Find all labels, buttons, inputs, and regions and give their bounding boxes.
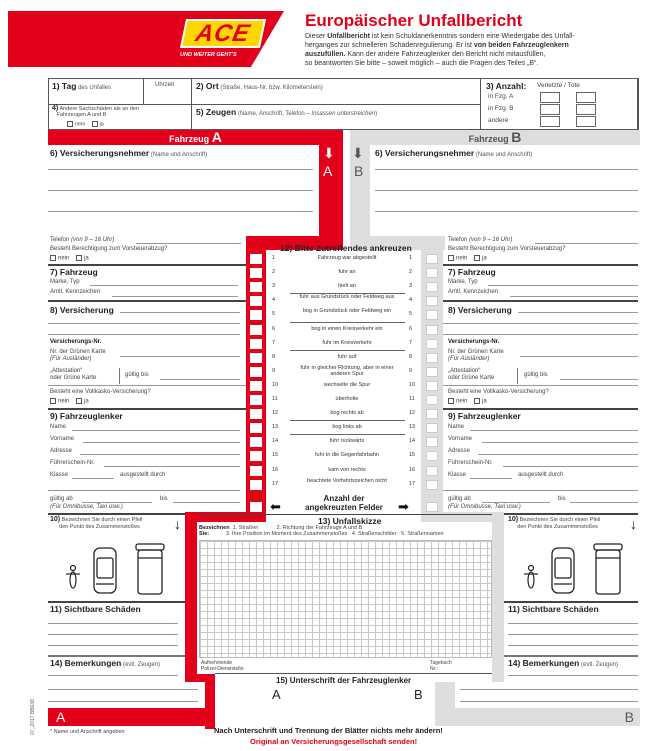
a-driver-license[interactable]: Führerschein-Nr. xyxy=(50,460,95,466)
b-full-cover-question: Besteht eine Vollkasko-Versicherung? xyxy=(448,389,549,395)
police-station[interactable]: Aufnehmende Polizei-Dienststelle: xyxy=(201,660,245,672)
form-code: 07_2017 BB638 xyxy=(30,699,36,735)
circumstance-number-b: 4 xyxy=(409,297,413,304)
circumstance-label: kam von rechts xyxy=(328,466,366,473)
circumstance-label: hielt an xyxy=(338,283,356,290)
band-b: B xyxy=(435,708,640,726)
b-circumstance-checkbox[interactable] xyxy=(426,466,438,476)
injured-b-input[interactable] xyxy=(540,104,560,115)
vehicle-b-arrow-letter: B xyxy=(354,163,364,179)
dead-b-input[interactable] xyxy=(576,104,596,115)
vehicle-a-arrow-letter: A xyxy=(323,163,333,179)
b-vehicle-icons[interactable] xyxy=(518,540,628,600)
b-impact-arrow-icon: ↓ xyxy=(630,516,637,532)
a-attestation: „Attestation“ oder Grüne Karte xyxy=(50,368,97,381)
count-row-b: in Fzg. B xyxy=(488,105,514,112)
circumstance-label: bog in einen Kreisverkehr ein xyxy=(311,325,383,332)
a-circumstance-checkbox[interactable] xyxy=(250,282,262,292)
motorcycle-icon xyxy=(524,566,538,589)
dead-other-input[interactable] xyxy=(576,116,596,127)
b-driver-license[interactable]: Führerschein-Nr. xyxy=(448,460,493,466)
circumstance-label: fuhr an xyxy=(338,269,356,276)
a-phone[interactable]: Telefon (von 9 – 16 Uhr) xyxy=(50,237,115,243)
log-number[interactable]: Tagebuch Nr.: xyxy=(430,660,452,672)
b-valid-until[interactable]: gültig bis xyxy=(524,372,548,378)
car-icon xyxy=(94,548,116,593)
circumstance-number-a: 5 xyxy=(272,311,276,318)
b-bus-note: (Für Omnibusse, Taxi usw.) xyxy=(448,504,521,510)
b-full-cover-no-checkbox[interactable] xyxy=(448,398,454,404)
field-1-time[interactable]: Uhrzeit xyxy=(155,82,175,88)
circumstance-number-a: 14 xyxy=(272,438,279,445)
b-field-14-remarks[interactable]: 14) Bemerkungen (evtl. Zeugen) xyxy=(508,658,619,668)
a-full-cover-yes-checkbox[interactable] xyxy=(76,398,82,404)
vehicle-a-header: Fahrzeug A xyxy=(48,130,343,145)
injured-a-input[interactable] xyxy=(540,92,560,103)
a-valid-from[interactable]: gültig ab xyxy=(50,496,73,502)
field-1-date[interactable]: 1) Tag des Unfalles xyxy=(52,81,112,91)
circumstance-label: fuhr in gleicher Richtung, aber in einer anderen Spur xyxy=(300,364,394,377)
field-3-count: 3) Anzahl: xyxy=(486,81,527,91)
circumstance-label: beachtete Vorfahrtszeichen nicht xyxy=(307,477,387,484)
a-policy-number[interactable]: Versicherungs-Nr. xyxy=(50,339,102,345)
b-circumstance-checkbox[interactable] xyxy=(426,353,438,363)
b-circumstance-checkbox[interactable] xyxy=(426,480,438,490)
b-phone[interactable]: Telefon (von 9 – 16 Uhr) xyxy=(448,237,513,243)
circumstance-label: fuhr aus Grundstück oder Feldweg aus xyxy=(299,294,395,301)
intro-text: Dieser Unfallbericht ist kein Schuldanerkenntnis sondern eine Wiedergabe des Unfall- herganges zur schnelleren Schadenregulierung. Er ist von beiden Fahrzeuglenkern auszufüllen. Kann der andere Fahrzeuglenker den Bericht nicht mitausfüllen, so beantworten Sie bitte – soweit möglich – auch die Fragen des Teiles „B“. xyxy=(305,33,575,67)
a-brand[interactable]: Marke, Typ xyxy=(50,279,80,285)
a-full-cover-options[interactable]: nein ja xyxy=(50,398,89,405)
circumstance-number-b: 5 xyxy=(409,311,413,318)
b-circumstance-checkbox[interactable] xyxy=(426,451,438,461)
a-full-cover-no-checkbox[interactable] xyxy=(50,398,56,404)
a-field-14-remarks[interactable]: 14) Bemerkungen (evtl. Zeugen) xyxy=(50,658,161,668)
ace-logo-text: ACE xyxy=(193,19,253,47)
circumstance-number-b: 7 xyxy=(409,339,413,346)
a-field-11-damage: 11) Sichtbare Schäden xyxy=(50,604,141,614)
injured-other-input[interactable] xyxy=(540,116,560,127)
circumstance-number-b: 8 xyxy=(409,353,413,360)
b-field-9-driver: 9) Fahrzeuglenker xyxy=(448,411,521,421)
b-driver-first-name[interactable]: Vorname xyxy=(448,436,473,442)
a-circumstance-checkbox[interactable] xyxy=(250,480,262,490)
a-vehicle-icons[interactable] xyxy=(60,540,170,600)
circumstance-number-a: 11 xyxy=(272,396,278,402)
b-brand[interactable]: Marke, Typ xyxy=(448,279,478,285)
circumstance-number-b: 2 xyxy=(409,269,413,276)
circumstance-divider xyxy=(290,350,405,351)
vehicle-b-arrow-icon: ⬇ xyxy=(352,145,364,161)
circumstance-number-b: 1 xyxy=(409,255,413,261)
a-circumstance-checkbox[interactable] xyxy=(250,296,262,306)
b-issued-by[interactable]: ausgestellt durch xyxy=(518,472,564,478)
a-issued-by[interactable]: ausgestellt durch xyxy=(120,472,166,478)
b-vat-question: Besteht Berechtigung zum Vorsteuerabzug? xyxy=(448,246,566,252)
circumstance-number-b: 6 xyxy=(409,325,413,332)
page-title: Europäischer Unfallbericht xyxy=(305,11,523,30)
a-valid-until[interactable]: gültig bis xyxy=(125,372,149,378)
a-driver-name[interactable]: Name xyxy=(50,424,67,430)
a-field-8-insurance: 8) Versicherung xyxy=(50,305,114,315)
b-valid-to[interactable]: bis xyxy=(558,496,566,502)
b-vat-yes-checkbox[interactable] xyxy=(474,255,480,261)
b-green-card[interactable]: Nr. der Grünen Karte (Für Ausländer) xyxy=(448,349,504,362)
injured-dead-label: Verletzte / Tote xyxy=(537,82,580,89)
a-plate[interactable]: Amtl. Kennzeichen xyxy=(50,289,101,295)
circumstance-label: fuhr auf xyxy=(337,353,357,360)
logo-slogan: UND WEITER GEHT'S xyxy=(180,52,237,58)
a-vat-question: Besteht Berechtigung zum Vorsteuerabzug? xyxy=(50,246,168,252)
b-policy-number[interactable]: Versicherungs-Nr. xyxy=(448,339,500,345)
b-field-7-vehicle: 7) Fahrzeug xyxy=(448,267,496,277)
b-circumstance-checkbox[interactable] xyxy=(426,367,438,377)
a-impact-arrow-icon: ↓ xyxy=(174,516,181,532)
truck-icon xyxy=(136,544,164,594)
signature-title: 15) Unterschrift der Fahrzeuglenker xyxy=(276,676,412,685)
b-circumstance-checkbox[interactable] xyxy=(426,254,438,264)
circumstance-divider xyxy=(290,322,405,323)
a-green-card[interactable]: Nr. der Grünen Karte (Für Ausländer) xyxy=(50,349,106,362)
circumstance-number-a: 16 xyxy=(272,466,279,473)
b-circumstance-checkbox[interactable] xyxy=(426,339,438,349)
b-circumstance-checkbox[interactable] xyxy=(426,325,438,335)
b-vat-no-checkbox[interactable] xyxy=(448,255,454,261)
a-circumstance-checkbox[interactable] xyxy=(250,367,262,377)
checkbox-yes[interactable] xyxy=(92,121,98,127)
b-field-6-policyholder[interactable]: 6) Versicherungsnehmer (Name und Anschrift) xyxy=(375,148,533,158)
a-vat-yes-checkbox[interactable] xyxy=(76,255,82,261)
ace-logo xyxy=(180,19,266,48)
circumstance-divider xyxy=(290,434,405,435)
a-circumstance-checkbox[interactable] xyxy=(250,381,262,391)
b-circumstance-checkbox[interactable] xyxy=(426,437,438,447)
circumstance-number-a: 15 xyxy=(272,452,279,459)
field-5-witnesses[interactable]: 5) Zeugen (Name, Anschrift, Telefon – Insassen unterstreichen) xyxy=(196,107,378,117)
warning-text: Nach Unterschrift und Trennung der Blätter nichts mehr ändern! xyxy=(214,726,443,735)
circumstance-number-a: 13 xyxy=(272,424,279,431)
circumstance-number-b: 10 xyxy=(409,381,416,388)
a-circumstance-checkbox[interactable] xyxy=(250,254,262,264)
sketch-instructions: Bezeichnen 1. Straßen 2. Richtung der Fahrzeuge A und B Sie: 3. Ihre Position im Moment des Zusammenstoßes 4. Straßenschilder 5. Straßennamen xyxy=(199,525,444,537)
a-vat-no-checkbox[interactable] xyxy=(50,255,56,261)
b-circumstance-checkbox[interactable] xyxy=(426,423,438,433)
motorcycle-icon xyxy=(66,566,80,589)
b-field-11-damage: 11) Sichtbare Schäden xyxy=(508,604,599,614)
circumstance-number-a: 6 xyxy=(272,325,276,332)
circumstance-number-a: 3 xyxy=(272,283,276,290)
car-icon xyxy=(552,548,574,593)
a-vat-options[interactable]: nein ja xyxy=(50,255,89,262)
count-row-other: andere xyxy=(488,117,509,124)
circumstance-number-a: 4 xyxy=(272,297,276,304)
circumstance-label: bog in Grundstück oder Feldweg ein xyxy=(302,308,392,315)
circumstance-number-a: 17 xyxy=(272,480,279,487)
circumstance-number-b: 17 xyxy=(409,480,416,487)
circumstances-title: 12) Bitte Zutreffendes ankreuzen xyxy=(280,243,412,253)
count-arrow-left-icon: ⬅ xyxy=(270,499,281,514)
count-row-a: in Fzg. A xyxy=(488,93,514,100)
b-circumstance-checkbox[interactable] xyxy=(426,381,438,391)
signature-a[interactable]: A xyxy=(272,687,281,702)
b-circumstance-checkbox[interactable] xyxy=(426,310,438,320)
b-field-8-insurance: 8) Versicherung xyxy=(448,305,512,315)
b-driver-address[interactable]: Adresse xyxy=(448,448,471,454)
circumstance-number-b: 16 xyxy=(409,466,416,473)
circumstance-divider xyxy=(290,420,405,421)
b-circumstance-checkbox[interactable] xyxy=(426,409,438,419)
a-bus-note: (Für Omnibusse, Taxi usw.) xyxy=(50,504,123,510)
circumstance-number-a: 7 xyxy=(272,339,276,346)
a-circumstance-checkbox[interactable] xyxy=(250,395,262,405)
b-full-cover-yes-checkbox[interactable] xyxy=(474,398,480,404)
sketch-grid[interactable] xyxy=(199,540,492,658)
circumstance-number-a: 12 xyxy=(272,410,279,417)
circumstance-label: wechselte die Spur xyxy=(323,381,371,388)
b-valid-from[interactable]: gültig ab xyxy=(448,496,471,502)
sketch-title: 13) Unfallskizze xyxy=(318,516,382,526)
a-circumstance-checkbox[interactable] xyxy=(250,325,262,335)
circumstance-number-b: 12 xyxy=(409,410,416,417)
circumstance-label: fuhr rückwärts xyxy=(329,438,365,445)
circumstance-number-a: 2 xyxy=(272,269,276,276)
a-driver-first-name[interactable]: Vorname xyxy=(50,436,75,442)
b-circumstance-checkbox[interactable] xyxy=(426,395,438,405)
checkbox-no[interactable] xyxy=(67,121,73,127)
count-arrow-right-icon: ➡ xyxy=(398,499,409,514)
b-circumstance-checkbox[interactable] xyxy=(426,296,438,306)
truck-icon xyxy=(594,544,622,594)
b-full-cover-options[interactable]: nein ja xyxy=(448,398,487,405)
signature-b[interactable]: B xyxy=(414,687,423,702)
footnote: * Name und Anschrift angeben xyxy=(50,729,125,735)
circumstance-number-b: 3 xyxy=(409,283,413,290)
a-circumstance-checkbox[interactable] xyxy=(250,437,262,447)
a-full-cover-question: Besteht eine Vollkasko-Versicherung? xyxy=(50,389,151,395)
a-circumstance-checkbox[interactable] xyxy=(250,268,262,278)
circumstance-label: überholte xyxy=(335,396,359,402)
a-field-6-policyholder[interactable]: 6) Versicherungsnehmer (Name und Anschrift) xyxy=(50,148,208,158)
circumstance-label: bog links ab xyxy=(332,424,362,431)
damage-options[interactable]: nein ja xyxy=(67,121,104,127)
b-driver-name[interactable]: Name xyxy=(448,424,465,430)
a-field-10-impact: 10) Bezeichnen Sie durch einen Pfeil den Punkt des Zusammenstoßes xyxy=(50,516,143,530)
b-circumstance-checkbox[interactable] xyxy=(426,282,438,292)
b-attestation: „Attestation“ oder Grüne Karte xyxy=(448,368,495,381)
count-label: Anzahl der angekreuzten Felder xyxy=(305,494,383,512)
circumstance-label: fuhr im Kreisverkehr xyxy=(322,339,372,346)
a-circumstance-checkbox[interactable] xyxy=(250,310,262,320)
a-driver-address[interactable]: Adresse xyxy=(50,448,73,454)
circumstance-number-b: 15 xyxy=(409,452,416,459)
dead-a-input[interactable] xyxy=(576,92,596,103)
circumstance-number-b: 9 xyxy=(409,367,413,374)
circumstance-number-a: 1 xyxy=(272,255,276,261)
a-circumstance-checkbox[interactable] xyxy=(250,409,262,419)
a-driver-class[interactable]: Klasse xyxy=(50,472,69,478)
a-circumstance-checkbox[interactable] xyxy=(250,339,262,349)
field-2-location[interactable]: 2) Ort (Straße, Haus-Nr. bzw. Kilometerstein) xyxy=(196,81,323,91)
circumstance-number-b: 13 xyxy=(409,424,416,431)
circumstance-number-b: 14 xyxy=(409,438,416,445)
vehicle-a-arrow-icon: ⬇ xyxy=(323,145,335,161)
a-field-7-vehicle: 7) Fahrzeug xyxy=(50,267,98,277)
circumstance-number-b: 11 xyxy=(409,396,415,402)
b-plate[interactable]: Amtl. Kennzeichen xyxy=(448,289,499,295)
b-driver-class[interactable]: Klasse xyxy=(448,472,467,478)
b-count-box[interactable] xyxy=(426,502,438,512)
circumstance-number-a: 9 xyxy=(272,367,276,374)
circumstance-label: Fahrzeug war abgestellt xyxy=(317,255,377,261)
circumstance-number-a: 8 xyxy=(272,353,276,360)
vehicle-b-header: Fahrzeug B xyxy=(350,130,640,145)
field-4-damage: 4) Andere Sachschäden als an den Fahrzeugen A und B xyxy=(52,105,139,118)
band-a: A xyxy=(48,708,215,726)
a-valid-to[interactable]: bis xyxy=(160,496,168,502)
circumstance-label: fuhr in die Gegenfahrbahn xyxy=(315,452,379,459)
b-vat-options[interactable]: nein ja xyxy=(448,255,487,262)
send-original-text: Original an Versicherungsgesellschaft senden! xyxy=(250,737,418,746)
a-circumstance-checkbox[interactable] xyxy=(250,353,262,363)
circumstance-label: bog rechts ab xyxy=(330,410,364,417)
a-field-9-driver: 9) Fahrzeuglenker xyxy=(50,411,123,421)
a-circumstance-checkbox[interactable] xyxy=(250,466,262,476)
a-count-box[interactable] xyxy=(250,502,262,512)
a-circumstance-checkbox[interactable] xyxy=(250,451,262,461)
b-field-10-impact: 10) Bezeichnen Sie durch einen Pfeil den Punkt des Zusammenstoßes xyxy=(508,516,601,530)
a-circumstance-checkbox[interactable] xyxy=(250,423,262,433)
circumstance-number-a: 10 xyxy=(272,381,279,388)
b-circumstance-checkbox[interactable] xyxy=(426,268,438,278)
